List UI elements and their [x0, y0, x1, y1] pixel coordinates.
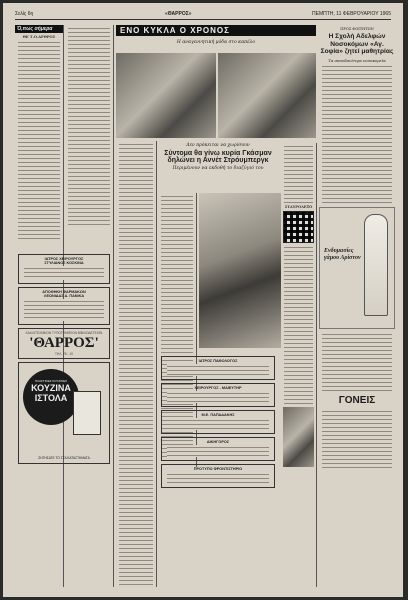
right-column: [319, 25, 395, 470]
ad-title: ΛΕΩΝΙΔΑΣ Α. ΠΑΝΙΚΑ: [43, 294, 85, 298]
left-ads: [15, 251, 113, 467]
main-story-head: [158, 143, 278, 171]
box-title: ΠΡΟΤΥΠΟ ΦΡΟΝΤΙΣΤΗΡΙΟ: [193, 467, 243, 471]
text-block: [284, 245, 313, 405]
box-text: [167, 391, 269, 403]
issue-date: ΠΕΜΠΤΗ, 11 ΦΕΒΡΟΥΑΡΙΟΥ 1965: [312, 11, 391, 17]
newspaper-page: [3, 3, 403, 597]
couple-photo: [283, 407, 314, 467]
box-school: [161, 464, 275, 488]
doctor-ad: [18, 254, 110, 284]
deck: Περιμένουν να εκδοθή το διαζύγιό του: [172, 166, 264, 171]
center-boxes: [158, 353, 278, 491]
box-lawyer: [161, 437, 275, 461]
headline-2: δηλώνει η Αννέτ Στρόυμπεργκ: [167, 157, 269, 164]
badge-name2: ΙΣΤΟΛΑ: [34, 393, 68, 403]
box-text: [167, 472, 269, 484]
box-text: [167, 445, 269, 457]
fashion-photo-2: [218, 53, 316, 138]
bride-illustration: [364, 214, 388, 316]
masthead: «ΘΑΡΡΟΣ»: [165, 11, 192, 17]
fashion-photo-1: [116, 53, 216, 138]
main-story-photo: [199, 193, 281, 348]
school-ad: Η Σχολή Αδελφών Νοσοκόμων «Αγ. Σοφία» ζητεί μαθητρίας: [320, 33, 394, 55]
ad-title: ΣΤΥΛΙΑΝΟΣ ΚΟΣΚΙΝΑ: [44, 261, 84, 265]
text-block: [68, 26, 110, 226]
page-number: Σελίς 6η: [15, 11, 34, 17]
crossword-title: ΣΤΑΥΡΟΛΕΞΟ: [284, 205, 313, 209]
crossword-grid: [283, 211, 314, 243]
page-header: [15, 11, 391, 20]
parents-title: ΓΟΝΕΙΣ: [338, 394, 376, 406]
kicker: Δεν πρόκειται να χωρίσουν: [186, 143, 250, 148]
text-block: [322, 64, 392, 204]
headline-1: Σύντομα θα γίνω κυρία Γκάσμαν: [164, 150, 272, 157]
pharmacy-ad: [18, 287, 110, 325]
ad-tel: ΤΗΛ. 76 - 10: [54, 352, 74, 356]
box-text: [167, 364, 269, 376]
kouzina-ad: [18, 362, 110, 464]
wedding-ad: [319, 207, 395, 329]
right-small-head: ΠΡΟΣ ΦΟΙΤΗΤΩΝ: [340, 27, 374, 31]
print-shop-ad: [18, 328, 110, 359]
text-block: [322, 332, 392, 392]
column-center-4: [281, 143, 317, 587]
badge-name: ΚΟΥΖΙΝΑ: [31, 383, 71, 393]
badge-top: ΠΛΑΣΤΙΚΕΣ ΚΟΥΖΙΝΕΣ: [34, 379, 68, 383]
box-doctor: [161, 356, 275, 380]
stove-icon: [73, 391, 101, 435]
text-block: [322, 409, 392, 469]
column-center-3: [116, 353, 157, 587]
ad-small: ΚΑΛΛΙΤΕΧΝΙΚΟΝ ΤΥΠΟΓΡΑΦΕΙΟΝ ΒΙΒΛΙΟΔΕΤΕΙΟΝ: [25, 331, 103, 335]
box-surgeon: [161, 383, 275, 407]
ad-title: ΙΑΤΡΟΣ ΧΕΙΡΟΥΡΓΟΣ: [44, 257, 84, 261]
subhead: ΘΕ Τ.Ο.ΑΡΘΡΟΣ: [22, 35, 56, 39]
school-ad-sub: Τα σπουδαιότερα νοσοκομεία: [328, 57, 386, 63]
box-title: ΙΑΤΡΟΣ ΠΑΘΟΛΟΓΟΣ: [198, 359, 238, 363]
ad-text: [24, 266, 104, 280]
box-text: [167, 418, 269, 430]
text-block: [284, 144, 313, 204]
ad-bottom: ΖΗΤΗΣΑΤΕ ΤΟ ΣΤΑ ΚΑΤΑΣΤΗΜΑΤΑ: [38, 456, 90, 460]
box-papadakis: [161, 410, 275, 434]
tharros-logo-text: 'ΘΑΡΡΟΣ': [29, 335, 99, 351]
section-banner: ΕΝΟ ΚΥΚΛΑ Ο ΧΡΟΝΟΣ: [116, 25, 316, 36]
box-title: ΔΙΚΗΓΟΡΟΣ: [206, 440, 230, 444]
todays-banner: Ό,πως σήμερα: [15, 25, 63, 33]
box-title: ΧΕΙΡΟΥΡΓΟΣ - ΜΑΙΕΥΤΗΡ: [194, 386, 242, 390]
ad-text: [24, 299, 104, 321]
wedding-ad-text: Ενδυμασίες γάμου Αρίστον: [324, 247, 361, 261]
photo-caption: Η αναγεννητική μόδα στο καπέλο: [176, 40, 256, 45]
text-block: [119, 354, 153, 587]
text-block: [18, 40, 60, 240]
kouzina-badge: [23, 369, 79, 425]
box-title: Μ.Ε. ΠΑΠΑΔΑΚΗΣ: [201, 413, 235, 417]
ad-title: ΑΠΟΘΗΚΗ ΦΑΡΜΑΚΩΝ: [42, 290, 86, 294]
